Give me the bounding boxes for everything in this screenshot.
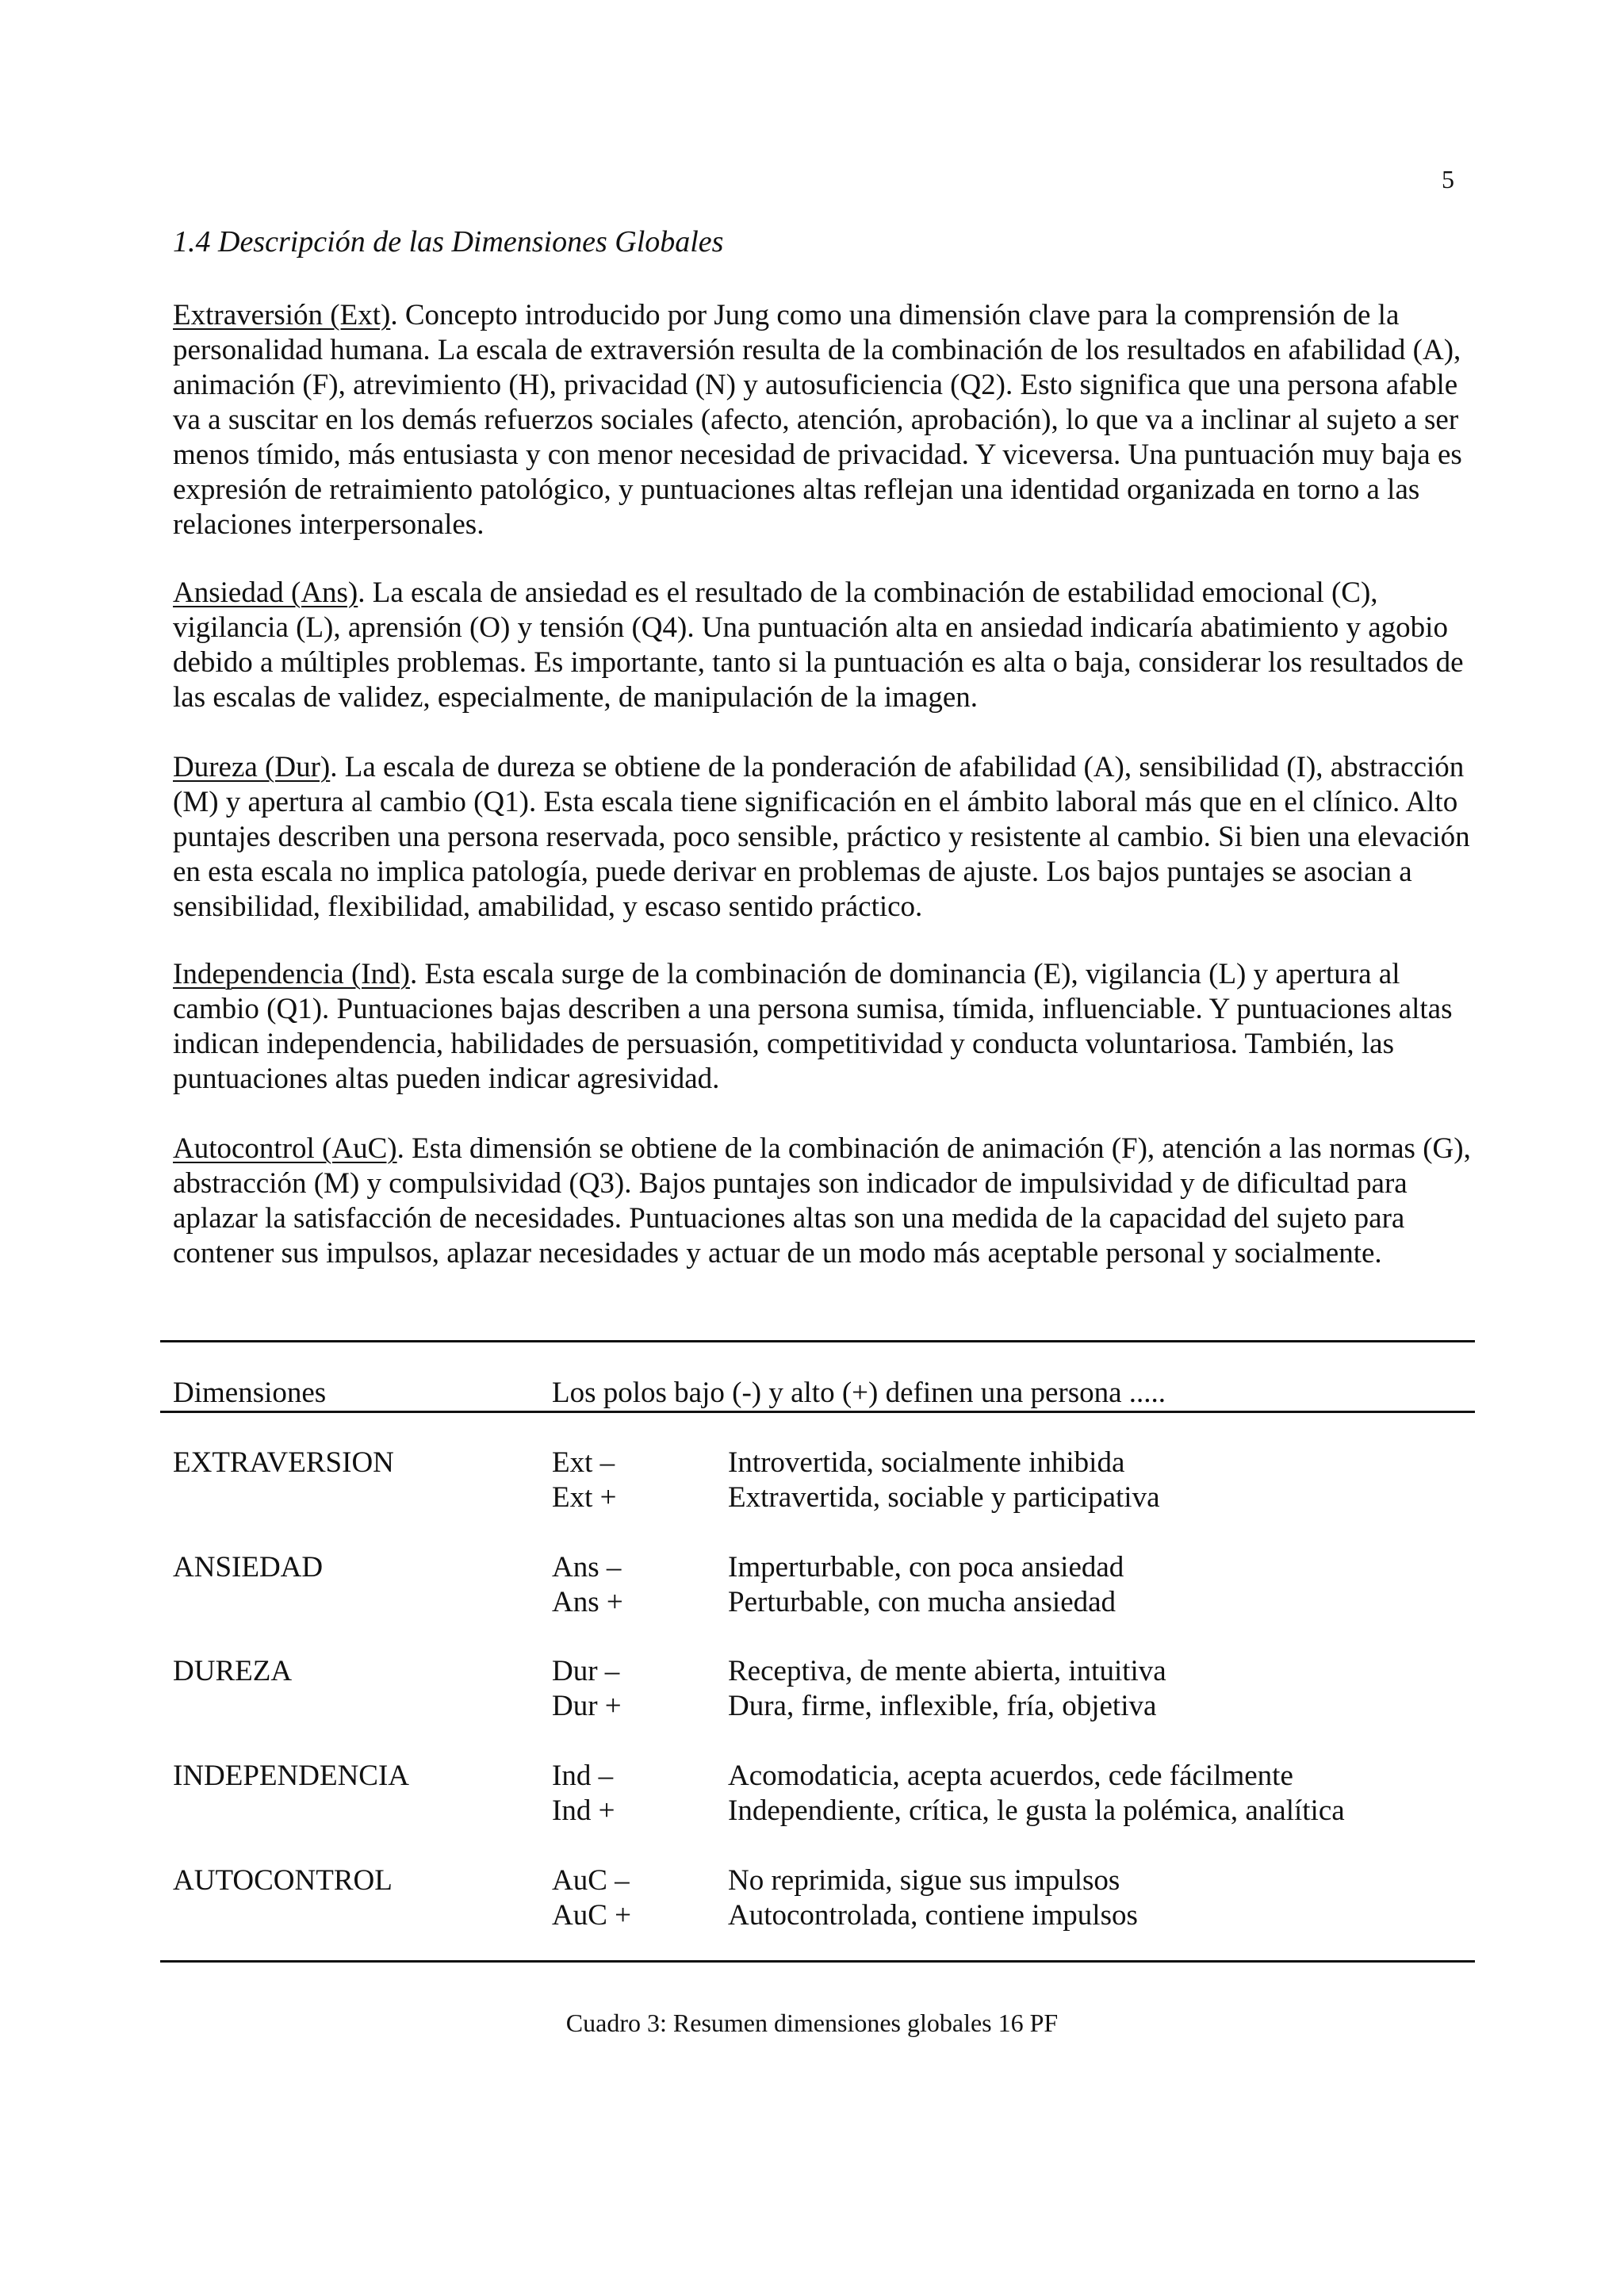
- table-row: [173, 1863, 1473, 1935]
- paragraph-text: . La escala de dureza se obtiene de la ponderación de afabilidad (A), sensibilidad (I), abstracción (M) y apertura al cambio (Q1). Esta escala tiene significación en el ámbito laboral más que en el clínico. Alto puntajes describen una persona reservada, poco sensible, práctico y resistente al cambio. Si bien una elevación en esta escala no implica patología, puede derivar en problemas de ajuste. Los bajos puntajes se asocian a sensibilidad, flexibilidad, amabilidad, y escaso sentido práctico.: [173, 751, 1470, 923]
- table-header: [173, 1376, 1473, 1411]
- paragraph-term: Ansiedad (Ans): [173, 576, 358, 609]
- paragraph-text: . Esta dimensión se obtiene de la combinación de animación (F), atención a las normas (G), abstracción (M) y compulsividad (Q3). Bajos puntajes son indicador de impulsividad y de dificultad para aplazar la satisfacción de necesidades. Puntuaciones altas son una medida de la capacidad del sujeto para contener sus impulsos, aplazar necesidades y actuar de un modo más aceptable personal y socialmente.: [173, 1132, 1471, 1270]
- high-pole-code: Ext +: [552, 1481, 617, 1514]
- low-pole-description: Imperturbable, con poca ansiedad: [728, 1551, 1124, 1584]
- paragraph-extraversion: [173, 298, 1473, 542]
- high-pole-description: Perturbable, con mucha ansiedad: [728, 1586, 1116, 1618]
- table-header-rule: [160, 1411, 1475, 1413]
- paragraph-autocontrol: [173, 1132, 1473, 1271]
- high-pole-description: Autocontrolada, contiene impulsos: [728, 1899, 1138, 1932]
- page-number: 5: [1442, 165, 1454, 193]
- low-pole-description: Acomodaticia, acepta acuerdos, cede fácilmente: [728, 1760, 1293, 1792]
- paragraph-term: Dureza (Dur): [173, 751, 331, 783]
- high-pole-code: Ans +: [552, 1586, 623, 1618]
- high-pole-code: Dur +: [552, 1690, 622, 1722]
- low-pole-code: AuC –: [552, 1864, 630, 1897]
- dimension-name: INDEPENDENCIA: [173, 1760, 410, 1792]
- dimension-name: EXTRAVERSION: [173, 1446, 394, 1479]
- low-pole-description: Receptiva, de mente abierta, intuitiva: [728, 1655, 1166, 1687]
- high-pole-description: Independiente, crítica, le gusta la polémica, analítica: [728, 1794, 1345, 1827]
- table-row: [173, 1759, 1473, 1830]
- dimension-name: ANSIEDAD: [173, 1551, 324, 1584]
- paragraph-text: . La escala de ansiedad es el resultado de la combinación de estabilidad emocional (C), vigilancia (L), aprensión (O) y tensión (Q4). Una puntuación alta en ansiedad indicaría abatimiento y agobio debido a múltiples problemas. Es importante, tanto si la puntuación es alta o baja, considerar los resultados de las escalas de validez, especialmente, de manipulación de la imagen.: [173, 576, 1464, 714]
- table-header-dimensions: Dimensiones: [173, 1377, 327, 1409]
- paragraph-dureza: [173, 750, 1473, 925]
- dimension-name: AUTOCONTROL: [173, 1864, 393, 1897]
- low-pole-description: Introvertida, socialmente inhibida: [728, 1446, 1125, 1479]
- low-pole-code: Dur –: [552, 1655, 620, 1687]
- high-pole-description: Dura, firme, inflexible, fría, objetiva: [728, 1690, 1157, 1722]
- high-pole-code: Ind +: [552, 1794, 615, 1827]
- paragraph-term: Autocontrol (AuC): [173, 1132, 397, 1165]
- paragraph-ansiedad: [173, 576, 1473, 715]
- table-row: [173, 1446, 1473, 1517]
- low-pole-description: No reprimida, sigue sus impulsos: [728, 1864, 1120, 1897]
- table-caption: Cuadro 3: Resumen dimensiones globales 16 PF: [565, 2009, 1059, 2037]
- low-pole-code: Ind –: [552, 1760, 614, 1792]
- paragraph-text: . Concepto introducido por Jung como una dimensión clave para la comprensión de la personalidad humana. La escala de extraversión resulta de la combinación de los resultados en afabilidad (A), animación (F), atrevimiento (H), privacidad (N) y autosuficiencia (Q2). Esto significa que una persona afable va a suscitar en los demás refuerzos sociales (afecto, atención, aprobación), lo que va a inclinar al sujeto a ser menos tímido, más entusiasta y con menor necesidad de privacidad. Y viceversa. Una puntuación muy baja es expresión de retraimiento patológico, y puntuaciones altas reflejan una identidad organizada en torno a las relaciones interpersonales.: [173, 299, 1462, 541]
- table-header-poles: Los polos bajo (-) y alto (+) definen una persona .....: [552, 1377, 1166, 1409]
- low-pole-code: Ans –: [552, 1551, 622, 1584]
- low-pole-code: Ext –: [552, 1446, 615, 1479]
- high-pole-description: Extravertida, sociable y participativa: [728, 1481, 1160, 1514]
- dimension-name: DUREZA: [173, 1655, 293, 1687]
- paragraph-term: Independencia (Ind): [173, 958, 410, 990]
- section-title: 1.4 Descripción de las Dimensiones Globales: [173, 225, 724, 259]
- table-row: [173, 1550, 1473, 1622]
- table-bottom-rule: [160, 1960, 1475, 1963]
- high-pole-code: AuC +: [552, 1899, 632, 1932]
- paragraph-term: Extraversión (Ext): [173, 299, 391, 331]
- table-top-rule: [160, 1340, 1475, 1342]
- paragraph-independencia: [173, 957, 1473, 1097]
- table-row: [173, 1654, 1473, 1725]
- paragraph-text: . Esta escala surge de la combinación de dominancia (E), vigilancia (L) y apertura al cambio (Q1). Puntuaciones bajas describen a una persona sumisa, tímida, influenciable. Y puntuaciones altas indican independencia, habilidades de persuasión, competitividad y conducta voluntariosa. También, las puntuaciones altas pueden indicar agresividad.: [173, 958, 1453, 1095]
